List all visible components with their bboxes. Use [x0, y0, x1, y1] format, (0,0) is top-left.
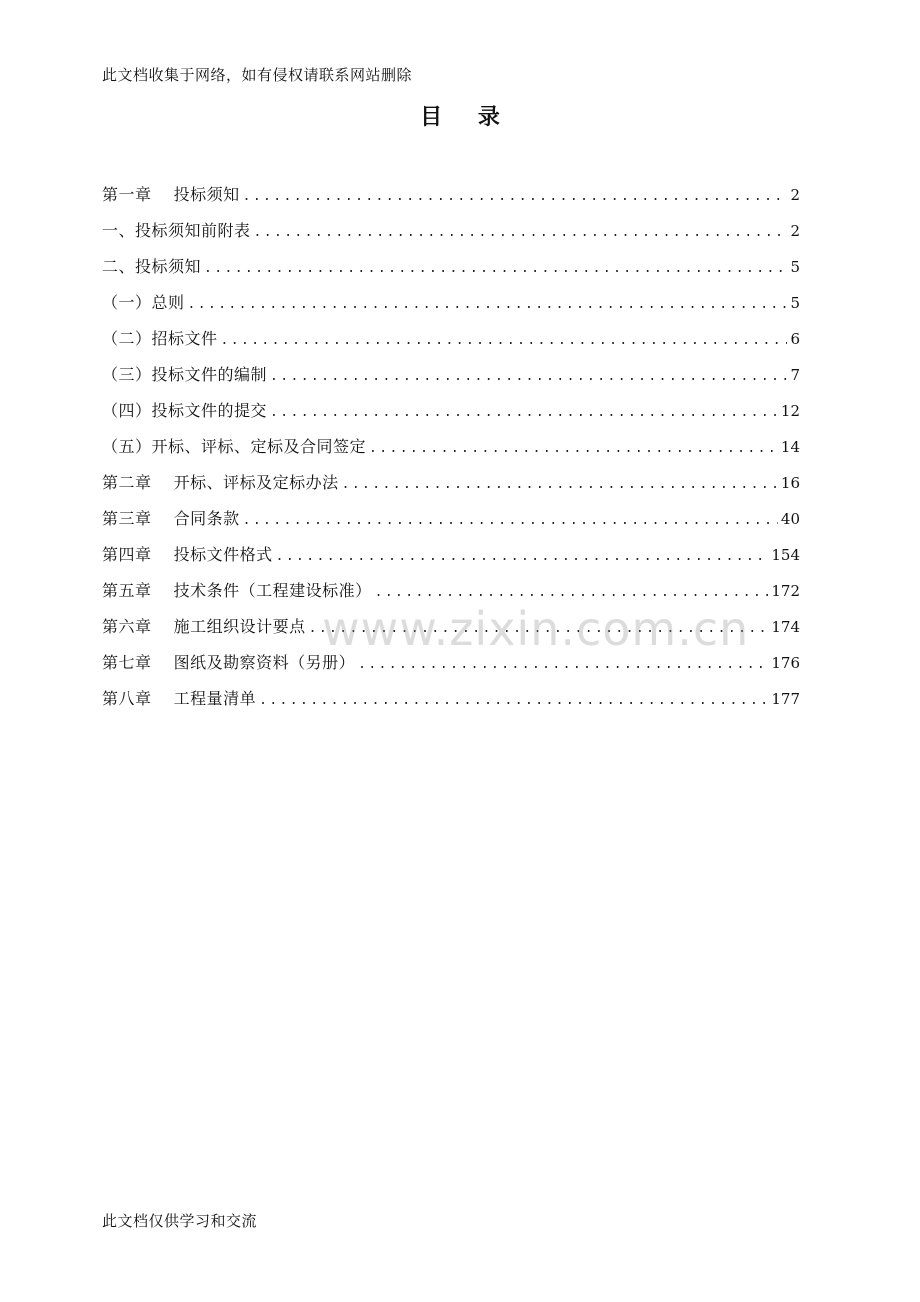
toc-entry-page: 16 [780, 474, 800, 492]
toc-leader-dots [204, 256, 787, 282]
page-title: 目 录 [420, 104, 514, 130]
toc-entry-label: （二）招标文件 [102, 329, 218, 348]
toc-entry[interactable] [102, 254, 800, 290]
toc-entry-page: 154 [771, 546, 800, 564]
toc-entry-page: 174 [771, 618, 800, 636]
toc-leader-dots [375, 580, 769, 606]
toc-entry[interactable] [102, 614, 800, 650]
toc-leader-dots [358, 652, 768, 678]
toc-entry[interactable] [102, 650, 800, 686]
toc-leader-dots [270, 400, 778, 426]
toc-entry-label: 第二章 开标、评标及定标办法 [102, 473, 339, 492]
toc-entry-page: 6 [790, 330, 800, 348]
toc-entry-label: 二、投标须知 [102, 257, 202, 276]
toc-leader-dots [243, 184, 788, 210]
toc-leader-dots [342, 472, 778, 498]
toc-entry[interactable] [102, 362, 800, 398]
toc-entry-page: 7 [790, 366, 800, 384]
toc-entry[interactable] [102, 542, 800, 578]
toc-entry-page: 40 [780, 510, 800, 528]
toc-entry-page: 5 [790, 294, 800, 312]
toc-entry[interactable] [102, 434, 800, 470]
toc-entry-label: 第八章 工程量清单 [102, 689, 257, 708]
toc-leader-dots [254, 220, 788, 246]
toc-entry-page: 5 [790, 258, 800, 276]
toc-entry-label: 第七章 图纸及勘察资料（另册） [102, 653, 356, 672]
toc-leader-dots [309, 616, 769, 642]
toc-entry-page: 177 [771, 690, 800, 708]
toc-entry-label: 第六章 施工组织设计要点 [102, 617, 306, 636]
toc-entry-label: （三）投标文件的编制 [102, 365, 268, 384]
toc-entry-label: 第四章 投标文件格式 [102, 545, 273, 564]
toc-entry[interactable] [102, 218, 800, 254]
toc-entry-page: 2 [790, 186, 800, 204]
toc-leader-dots [259, 688, 768, 714]
toc-entry-page: 176 [771, 654, 800, 672]
toc-entry-label: （一）总则 [102, 293, 185, 312]
toc-leader-dots [221, 328, 788, 354]
toc-entry-label: 第三章 合同条款 [102, 509, 240, 528]
toc-leader-dots [243, 508, 778, 534]
toc-entry-label: 第五章 技术条件（工程建设标准） [102, 581, 372, 600]
toc-entry-label: 第一章 投标须知 [102, 185, 240, 204]
toc-entry[interactable] [102, 470, 800, 506]
toc-entry[interactable] [102, 398, 800, 434]
toc-entry-page: 14 [780, 438, 800, 456]
toc-entry[interactable] [102, 578, 800, 614]
toc-entry-page: 172 [771, 582, 800, 600]
toc-entry[interactable] [102, 506, 800, 542]
table-of-contents [102, 182, 800, 722]
toc-leader-dots [276, 544, 769, 570]
toc-leader-dots [270, 364, 787, 390]
toc-entry-page: 12 [780, 402, 800, 420]
toc-entry-page: 2 [790, 222, 800, 240]
toc-entry[interactable] [102, 290, 800, 326]
toc-entry-label: （五）开标、评标、定标及合同签定 [102, 437, 367, 456]
toc-leader-dots [188, 292, 788, 318]
toc-entry-label: （四）投标文件的提交 [102, 401, 268, 420]
toc-entry[interactable] [102, 326, 800, 362]
toc-entry[interactable] [102, 686, 800, 722]
toc-entry-label: 一、投标须知前附表 [102, 221, 251, 240]
toc-entry[interactable] [102, 182, 800, 218]
header-note: 此文档收集于网络，如有侵权请联系网站删除 [102, 66, 413, 84]
toc-leader-dots [369, 436, 778, 462]
footer-note: 此文档仅供学习和交流 [102, 1212, 258, 1230]
site-watermark: www.zixin.com.cn [322, 602, 750, 656]
